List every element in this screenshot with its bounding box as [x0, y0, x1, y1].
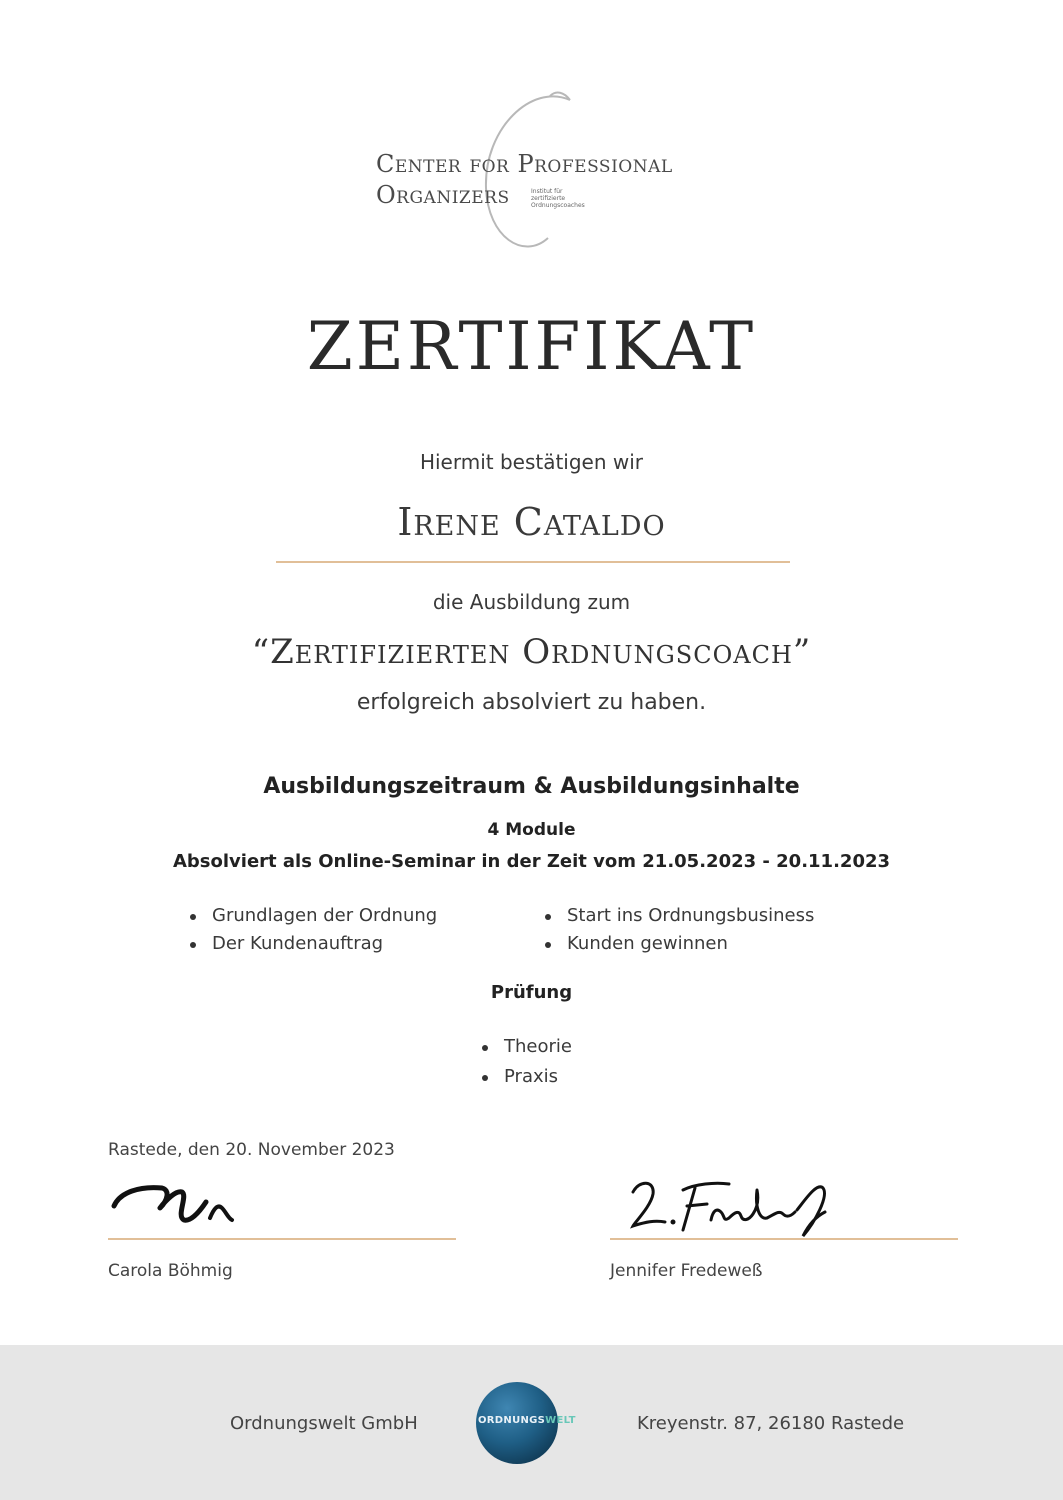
- logo-tagline: Institut für zertifizierte Ordnungscoaches: [531, 188, 585, 209]
- list-item: Theorie: [480, 1032, 572, 1062]
- training-period: Absolviert als Online-Seminar in der Zeit vom 21.05.2023 - 20.11.2023: [172, 851, 891, 872]
- course-title: “Zertifizierten Ordnungscoach”: [251, 632, 812, 672]
- topics-list-left: [188, 902, 437, 958]
- list-item: Grundlagen der Ordnung: [188, 902, 437, 930]
- training-modules: 4 Module: [487, 820, 576, 840]
- footer: [0, 1345, 1063, 1500]
- training-heading: Ausbildungszeitraum & Ausbildungsinhalte: [263, 774, 800, 799]
- certificate-intro: Hiermit bestätigen wir: [419, 450, 644, 474]
- logo-line-1: Center for Professional: [376, 150, 673, 178]
- course-outro: erfolgreich absolviert zu haben.: [356, 690, 707, 715]
- exam-heading: Prüfung: [490, 982, 573, 1003]
- topics-list-right: [543, 902, 814, 958]
- signer-2-name: Jennifer Fredeweß: [610, 1261, 763, 1281]
- exam-list: [480, 1032, 572, 1092]
- footer-logo-text: ORDNUNGSWELT: [478, 1415, 576, 1426]
- list-item: Praxis: [480, 1062, 572, 1092]
- signature-2-icon: [625, 1170, 835, 1240]
- signature-2-line: [610, 1238, 958, 1240]
- list-item: Start ins Ordnungsbusiness: [543, 902, 814, 930]
- signer-1-name: Carola Böhmig: [108, 1261, 233, 1281]
- list-item: Der Kundenauftrag: [188, 930, 437, 958]
- recipient-name: Irene Cataldo: [397, 500, 666, 544]
- course-intro: die Ausbildung zum: [432, 590, 631, 614]
- list-item: Kunden gewinnen: [543, 930, 814, 958]
- signature-1-icon: [110, 1178, 240, 1238]
- footer-company: Ordnungswelt GmbH: [230, 1413, 418, 1434]
- name-underline: [276, 561, 790, 563]
- signature-1-line: [108, 1238, 456, 1240]
- place-date: Rastede, den 20. November 2023: [108, 1140, 395, 1160]
- organizer-logo: [372, 88, 692, 258]
- logo-line-2: Organizers: [376, 181, 510, 209]
- certificate-title: ZERTIFIKAT: [306, 308, 757, 385]
- footer-address: Kreyenstr. 87, 26180 Rastede: [637, 1413, 905, 1434]
